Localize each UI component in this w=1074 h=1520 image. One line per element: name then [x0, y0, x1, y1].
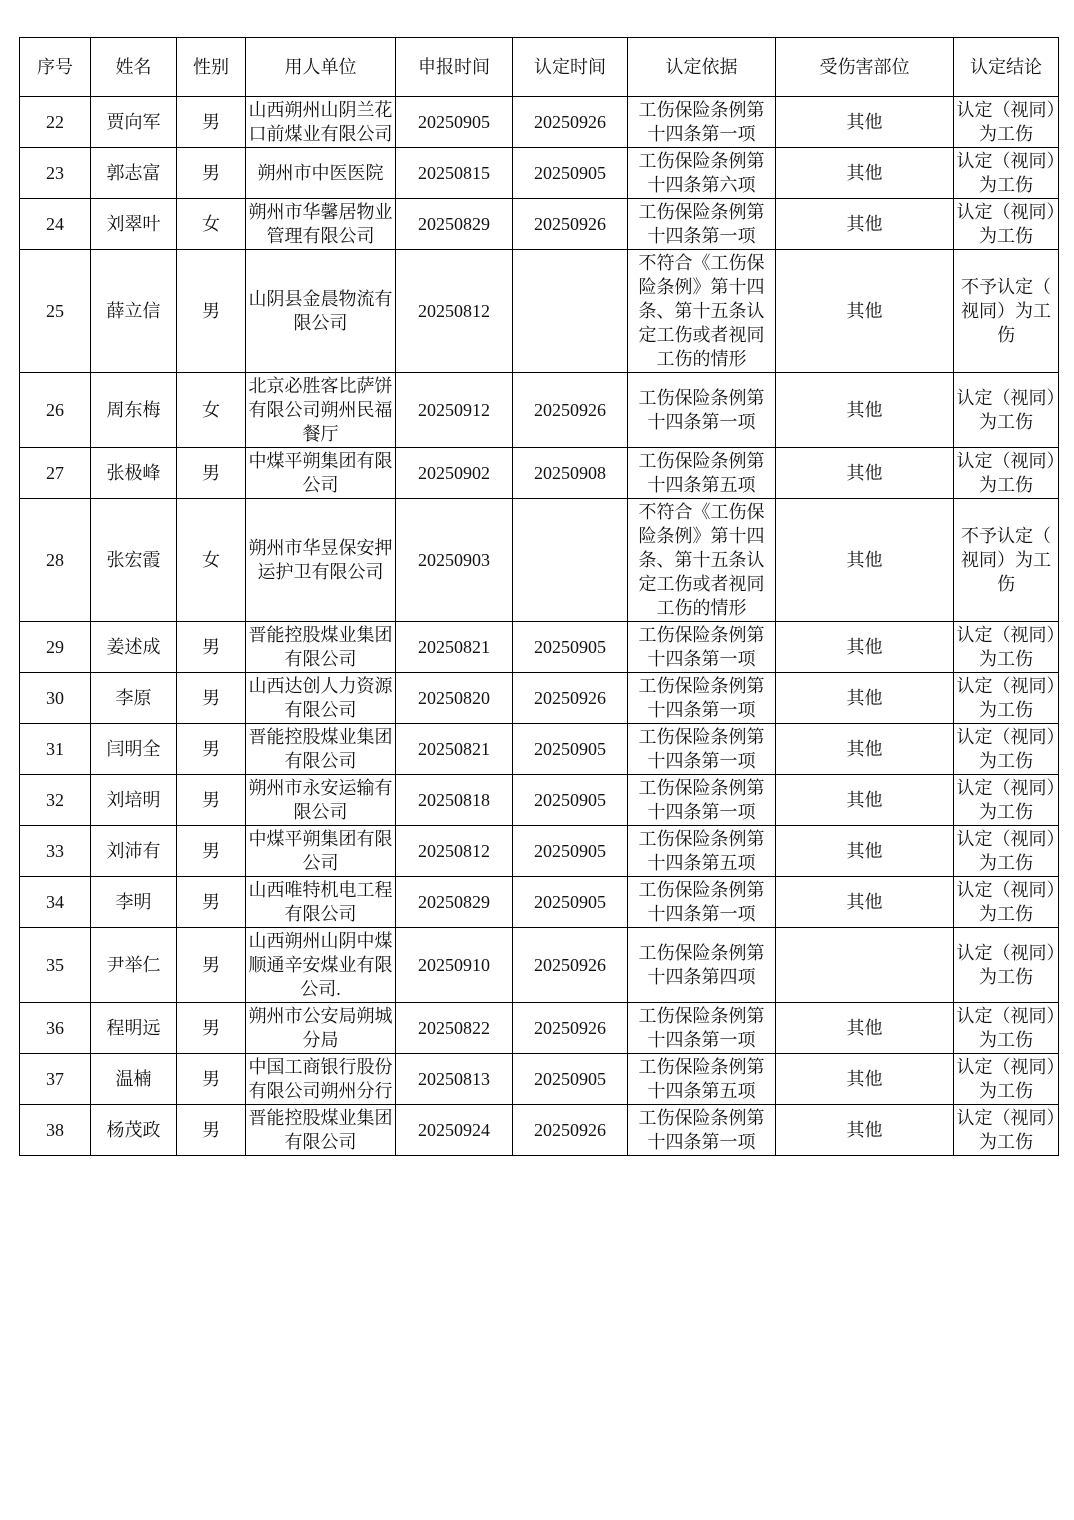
- table-row: [20, 928, 1059, 1003]
- table-cell-7: 其他: [776, 1003, 954, 1054]
- table-cell-3: 晋能控股煤业集团有限公司: [246, 1105, 396, 1156]
- table-cell-0: 22: [20, 97, 91, 148]
- table-cell-8: 认定（视同）为工伤: [954, 373, 1059, 448]
- table-cell-4: 20250924: [396, 1105, 513, 1156]
- table-cell-8: 认定（视同）为工伤: [954, 1003, 1059, 1054]
- table-cell-2: 男: [177, 826, 246, 877]
- table-row: [20, 250, 1059, 373]
- table-cell-4: 20250812: [396, 250, 513, 373]
- table-cell-5: 20250905: [513, 775, 628, 826]
- table-row: [20, 826, 1059, 877]
- table-cell-0: 38: [20, 1105, 91, 1156]
- table-cell-6: 不符合《工伤保险条例》第十四条、第十五条认定工伤或者视同工伤的情形: [628, 250, 776, 373]
- table-cell-4: 20250829: [396, 199, 513, 250]
- table-cell-0: 23: [20, 148, 91, 199]
- table-cell-8: 认定（视同）为工伤: [954, 448, 1059, 499]
- table-cell-6: 工伤保险条例第十四条第一项: [628, 877, 776, 928]
- table-cell-1: 张宏霞: [91, 499, 177, 622]
- table-cell-5: [513, 499, 628, 622]
- table-row: [20, 199, 1059, 250]
- table-row: [20, 724, 1059, 775]
- table-cell-6: 工伤保险条例第十四条第一项: [628, 1003, 776, 1054]
- column-header-7: 受伤害部位: [776, 38, 954, 97]
- table-cell-1: 贾向军: [91, 97, 177, 148]
- table-cell-4: 20250912: [396, 373, 513, 448]
- column-header-8: 认定结论: [954, 38, 1059, 97]
- table-cell-0: 32: [20, 775, 91, 826]
- table-cell-2: 男: [177, 775, 246, 826]
- table-row: [20, 1003, 1059, 1054]
- table-cell-7: 其他: [776, 250, 954, 373]
- work-injury-determination-table: [19, 37, 1059, 1156]
- table-cell-3: 山西朔州山阴中煤顺通辛安煤业有限公司.: [246, 928, 396, 1003]
- table-cell-1: 尹举仁: [91, 928, 177, 1003]
- table-cell-8: 认定（视同）为工伤: [954, 928, 1059, 1003]
- table-cell-1: 张极峰: [91, 448, 177, 499]
- table-cell-2: 男: [177, 1003, 246, 1054]
- column-header-1: 姓名: [91, 38, 177, 97]
- table-cell-4: 20250821: [396, 622, 513, 673]
- table-cell-1: 刘翠叶: [91, 199, 177, 250]
- table-cell-2: 女: [177, 499, 246, 622]
- table-cell-5: 20250926: [513, 97, 628, 148]
- table-cell-8: 认定（视同）为工伤: [954, 826, 1059, 877]
- table-cell-1: 郭志富: [91, 148, 177, 199]
- table-row: [20, 1054, 1059, 1105]
- table-cell-2: 男: [177, 448, 246, 499]
- table-cell-5: 20250926: [513, 1105, 628, 1156]
- table-cell-1: 闫明全: [91, 724, 177, 775]
- table-cell-7: 其他: [776, 1105, 954, 1156]
- table-cell-2: 男: [177, 97, 246, 148]
- table-row: [20, 148, 1059, 199]
- table-cell-3: 中国工商银行股份有限公司朔州分行: [246, 1054, 396, 1105]
- table-cell-4: 20250902: [396, 448, 513, 499]
- table-cell-7: 其他: [776, 673, 954, 724]
- table-cell-6: 工伤保险条例第十四条第五项: [628, 448, 776, 499]
- table-cell-4: 20250903: [396, 499, 513, 622]
- column-header-5: 认定时间: [513, 38, 628, 97]
- table-cell-3: 朔州市公安局朔城分局: [246, 1003, 396, 1054]
- table-cell-0: 30: [20, 673, 91, 724]
- table-cell-3: 山西达创人力资源有限公司: [246, 673, 396, 724]
- table-cell-0: 26: [20, 373, 91, 448]
- table-cell-6: 工伤保险条例第十四条第四项: [628, 928, 776, 1003]
- table-cell-1: 杨茂政: [91, 1105, 177, 1156]
- table-body: [20, 97, 1059, 1156]
- table-cell-4: 20250829: [396, 877, 513, 928]
- table-cell-5: 20250905: [513, 877, 628, 928]
- table-cell-8: 认定（视同）为工伤: [954, 1054, 1059, 1105]
- table-cell-7: 其他: [776, 877, 954, 928]
- table-cell-2: 男: [177, 1105, 246, 1156]
- table-cell-0: 35: [20, 928, 91, 1003]
- table-cell-5: 20250905: [513, 148, 628, 199]
- table-cell-5: 20250905: [513, 724, 628, 775]
- table-cell-2: 男: [177, 622, 246, 673]
- table-cell-7: 其他: [776, 448, 954, 499]
- table-row: [20, 1105, 1059, 1156]
- table-cell-6: 工伤保险条例第十四条第五项: [628, 1054, 776, 1105]
- table-cell-1: 薛立信: [91, 250, 177, 373]
- table-cell-8: 认定（视同）为工伤: [954, 877, 1059, 928]
- table-cell-3: 晋能控股煤业集团有限公司: [246, 724, 396, 775]
- column-header-0: 序号: [20, 38, 91, 97]
- table-cell-8: 认定（视同）为工伤: [954, 673, 1059, 724]
- table-cell-3: 朔州市华昱保安押运护卫有限公司: [246, 499, 396, 622]
- table-cell-7: 其他: [776, 775, 954, 826]
- table-cell-7: 其他: [776, 622, 954, 673]
- table-row: [20, 373, 1059, 448]
- table-cell-0: 34: [20, 877, 91, 928]
- table-cell-3: 北京必胜客比萨饼有限公司朔州民福餐厅: [246, 373, 396, 448]
- table-cell-4: 20250910: [396, 928, 513, 1003]
- table-cell-8: 认定（视同）为工伤: [954, 775, 1059, 826]
- table-cell-6: 工伤保险条例第十四条第一项: [628, 724, 776, 775]
- table-cell-2: 女: [177, 199, 246, 250]
- table-cell-0: 29: [20, 622, 91, 673]
- column-header-4: 申报时间: [396, 38, 513, 97]
- table-cell-6: 工伤保险条例第十四条第一项: [628, 775, 776, 826]
- table-cell-5: 20250905: [513, 622, 628, 673]
- table-cell-5: 20250926: [513, 373, 628, 448]
- table-cell-1: 刘沛有: [91, 826, 177, 877]
- table-cell-2: 男: [177, 877, 246, 928]
- header-row: [20, 38, 1059, 97]
- table-cell-6: 工伤保险条例第十四条第一项: [628, 622, 776, 673]
- table-cell-4: 20250820: [396, 673, 513, 724]
- table-cell-2: 男: [177, 673, 246, 724]
- table-cell-8: 认定（视同）为工伤: [954, 724, 1059, 775]
- table-cell-8: 不予认定（视同）为工伤: [954, 499, 1059, 622]
- column-header-2: 性别: [177, 38, 246, 97]
- table-cell-2: 女: [177, 373, 246, 448]
- table-cell-6: 工伤保险条例第十四条第一项: [628, 199, 776, 250]
- table-cell-7: 其他: [776, 97, 954, 148]
- table-row: [20, 775, 1059, 826]
- column-header-3: 用人单位: [246, 38, 396, 97]
- table-cell-5: 20250908: [513, 448, 628, 499]
- table-cell-3: 山阴县金晨物流有限公司: [246, 250, 396, 373]
- table-row: [20, 622, 1059, 673]
- table-cell-5: 20250905: [513, 826, 628, 877]
- table-cell-4: 20250818: [396, 775, 513, 826]
- table-cell-0: 36: [20, 1003, 91, 1054]
- table-cell-7: 其他: [776, 826, 954, 877]
- table-cell-7: 其他: [776, 499, 954, 622]
- table-cell-7: 其他: [776, 148, 954, 199]
- table-cell-5: [513, 250, 628, 373]
- table-cell-5: 20250926: [513, 199, 628, 250]
- table-row: [20, 97, 1059, 148]
- table-cell-0: 27: [20, 448, 91, 499]
- table-cell-5: 20250926: [513, 1003, 628, 1054]
- table-cell-1: 李原: [91, 673, 177, 724]
- table-cell-1: 周东梅: [91, 373, 177, 448]
- table-cell-8: 认定（视同）为工伤: [954, 622, 1059, 673]
- table-cell-4: 20250815: [396, 148, 513, 199]
- table-cell-6: 工伤保险条例第十四条第一项: [628, 373, 776, 448]
- table-cell-7: 其他: [776, 724, 954, 775]
- table-row: [20, 673, 1059, 724]
- table-cell-3: 中煤平朔集团有限公司: [246, 448, 396, 499]
- table-cell-8: 认定（视同）为工伤: [954, 148, 1059, 199]
- table-cell-4: 20250822: [396, 1003, 513, 1054]
- table-cell-3: 朔州市永安运输有限公司: [246, 775, 396, 826]
- table-row: [20, 499, 1059, 622]
- table-cell-5: 20250926: [513, 928, 628, 1003]
- table-cell-7: [776, 928, 954, 1003]
- table-cell-5: 20250926: [513, 673, 628, 724]
- table-cell-1: 刘培明: [91, 775, 177, 826]
- table-cell-4: 20250813: [396, 1054, 513, 1105]
- table-cell-4: 20250905: [396, 97, 513, 148]
- table-cell-3: 朔州市华馨居物业管理有限公司: [246, 199, 396, 250]
- table-cell-7: 其他: [776, 373, 954, 448]
- table-cell-3: 山西朔州山阴兰花口前煤业有限公司: [246, 97, 396, 148]
- table-cell-0: 28: [20, 499, 91, 622]
- table-cell-4: 20250812: [396, 826, 513, 877]
- table-cell-3: 晋能控股煤业集团有限公司: [246, 622, 396, 673]
- table-cell-6: 不符合《工伤保险条例》第十四条、第十五条认定工伤或者视同工伤的情形: [628, 499, 776, 622]
- table-cell-5: 20250905: [513, 1054, 628, 1105]
- table-cell-3: 朔州市中医医院: [246, 148, 396, 199]
- table-cell-2: 男: [177, 928, 246, 1003]
- table-cell-0: 37: [20, 1054, 91, 1105]
- table-cell-1: 程明远: [91, 1003, 177, 1054]
- table-cell-8: 不予认定（视同）为工伤: [954, 250, 1059, 373]
- table-row: [20, 448, 1059, 499]
- table-cell-1: 温楠: [91, 1054, 177, 1105]
- table-cell-6: 工伤保险条例第十四条第五项: [628, 826, 776, 877]
- table-cell-1: 李明: [91, 877, 177, 928]
- table-cell-8: 认定（视同）为工伤: [954, 97, 1059, 148]
- table-cell-3: 山西唯特机电工程有限公司: [246, 877, 396, 928]
- table-cell-0: 24: [20, 199, 91, 250]
- table-cell-8: 认定（视同）为工伤: [954, 199, 1059, 250]
- table-cell-8: 认定（视同）为工伤: [954, 1105, 1059, 1156]
- table-cell-6: 工伤保险条例第十四条第一项: [628, 673, 776, 724]
- table-cell-0: 33: [20, 826, 91, 877]
- table-cell-7: 其他: [776, 1054, 954, 1105]
- table-cell-6: 工伤保险条例第十四条第一项: [628, 1105, 776, 1156]
- table-cell-0: 31: [20, 724, 91, 775]
- table-cell-2: 男: [177, 250, 246, 373]
- table-cell-2: 男: [177, 724, 246, 775]
- table-cell-1: 姜述成: [91, 622, 177, 673]
- table-cell-4: 20250821: [396, 724, 513, 775]
- table-row: [20, 877, 1059, 928]
- table-cell-3: 中煤平朔集团有限公司: [246, 826, 396, 877]
- table-cell-6: 工伤保险条例第十四条第六项: [628, 148, 776, 199]
- column-header-6: 认定依据: [628, 38, 776, 97]
- table-cell-2: 男: [177, 148, 246, 199]
- table-cell-0: 25: [20, 250, 91, 373]
- table-cell-7: 其他: [776, 199, 954, 250]
- table-cell-2: 男: [177, 1054, 246, 1105]
- table-cell-6: 工伤保险条例第十四条第一项: [628, 97, 776, 148]
